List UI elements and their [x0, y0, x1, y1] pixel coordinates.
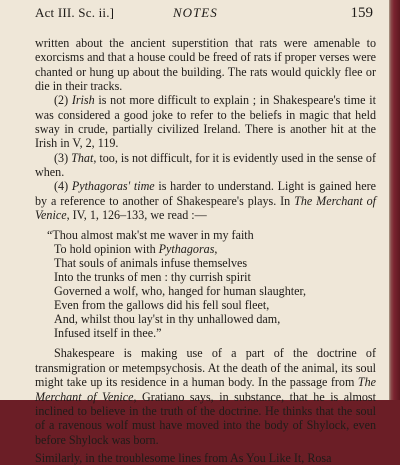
quote-line: Governed a wolf, who, hanged for human slaughter,	[54, 284, 307, 299]
paragraph-cut-off	[35, 447, 376, 465]
quote-line: To hold opinion with Pythagoras,	[54, 242, 218, 257]
note-text: is not more difficult to explain ; in Shakespeare's time it was considered a good joke to refer to the beliefs in magic that held sway in crude, partially civilized Ireland. There is another hit at the Irish in V, 2, 119.	[35, 93, 376, 151]
paragraph-text: , Gratiano says, in substance, that he is almost inclined to believe in the truth of the doctrine. He thinks that the soul of a ravenous wolf must have moved into the body of Shylock, even before Shylock was born.	[35, 389, 377, 447]
quote-line: Even from the gallows did his fell soul fleet,	[54, 298, 270, 313]
book-edge	[389, 0, 400, 400]
page-body	[35, 36, 377, 465]
quote-line: Infused itself in thee.”	[54, 326, 162, 341]
paragraph-intro	[35, 36, 376, 93]
block-quote	[47, 228, 376, 340]
quote-line: And, whilst thou lay'st in thy unhallowed dam,	[54, 312, 281, 327]
note-term: Irish	[71, 93, 95, 108]
play-title: The Merchant of Venice	[35, 375, 376, 404]
header-title: NOTES	[173, 5, 218, 20]
quote-line: “Thou almost mak'st me waver in my faith	[47, 228, 254, 243]
note-number: (3)	[54, 150, 69, 165]
paragraph-closing	[35, 346, 376, 446]
paragraph-text: Shakespeare is making use of a part of the doctrine of transmigration or metempsychosis. At the death of the animal, its soul might take up its residence in a human body. In the passage from	[35, 346, 376, 390]
quote-line: That souls of animals infuse themselves	[54, 256, 248, 271]
header-section: Act III. Sc. ii.]	[35, 5, 115, 20]
play-title: The Merchant of Venice	[35, 193, 376, 223]
page-number: 159	[350, 5, 373, 21]
note-3	[35, 151, 376, 180]
running-header	[35, 5, 375, 21]
note-number: (4)	[54, 179, 69, 194]
note-text: is harder to understand. Light is gained here by a reference to another of Shakespeare's plays. In	[35, 179, 376, 208]
paragraph-text: Similarly, in the troublesome lines from As You Like It, Rosa	[35, 450, 332, 465]
paragraph-text: written about the ancient superstition that rats were amenable to exorcisms and that a house could be freed of rats if proper verses were chanted or hung up about the building. The rats would quickly flee or die in their tracks.	[35, 36, 376, 94]
quote-line: Into the trunks of men : thy currish spirit	[54, 270, 251, 285]
note-term: That	[71, 150, 94, 165]
note-text: , IV, 1, 126–133, we read :—	[66, 208, 207, 223]
note-number: (2)	[54, 93, 69, 108]
note-text: , too, is not difficult, for it is evidently used in the sense of when.	[35, 150, 376, 180]
note-term: Pythagoras' time	[71, 179, 155, 194]
note-4	[35, 179, 376, 222]
note-2	[35, 93, 376, 150]
